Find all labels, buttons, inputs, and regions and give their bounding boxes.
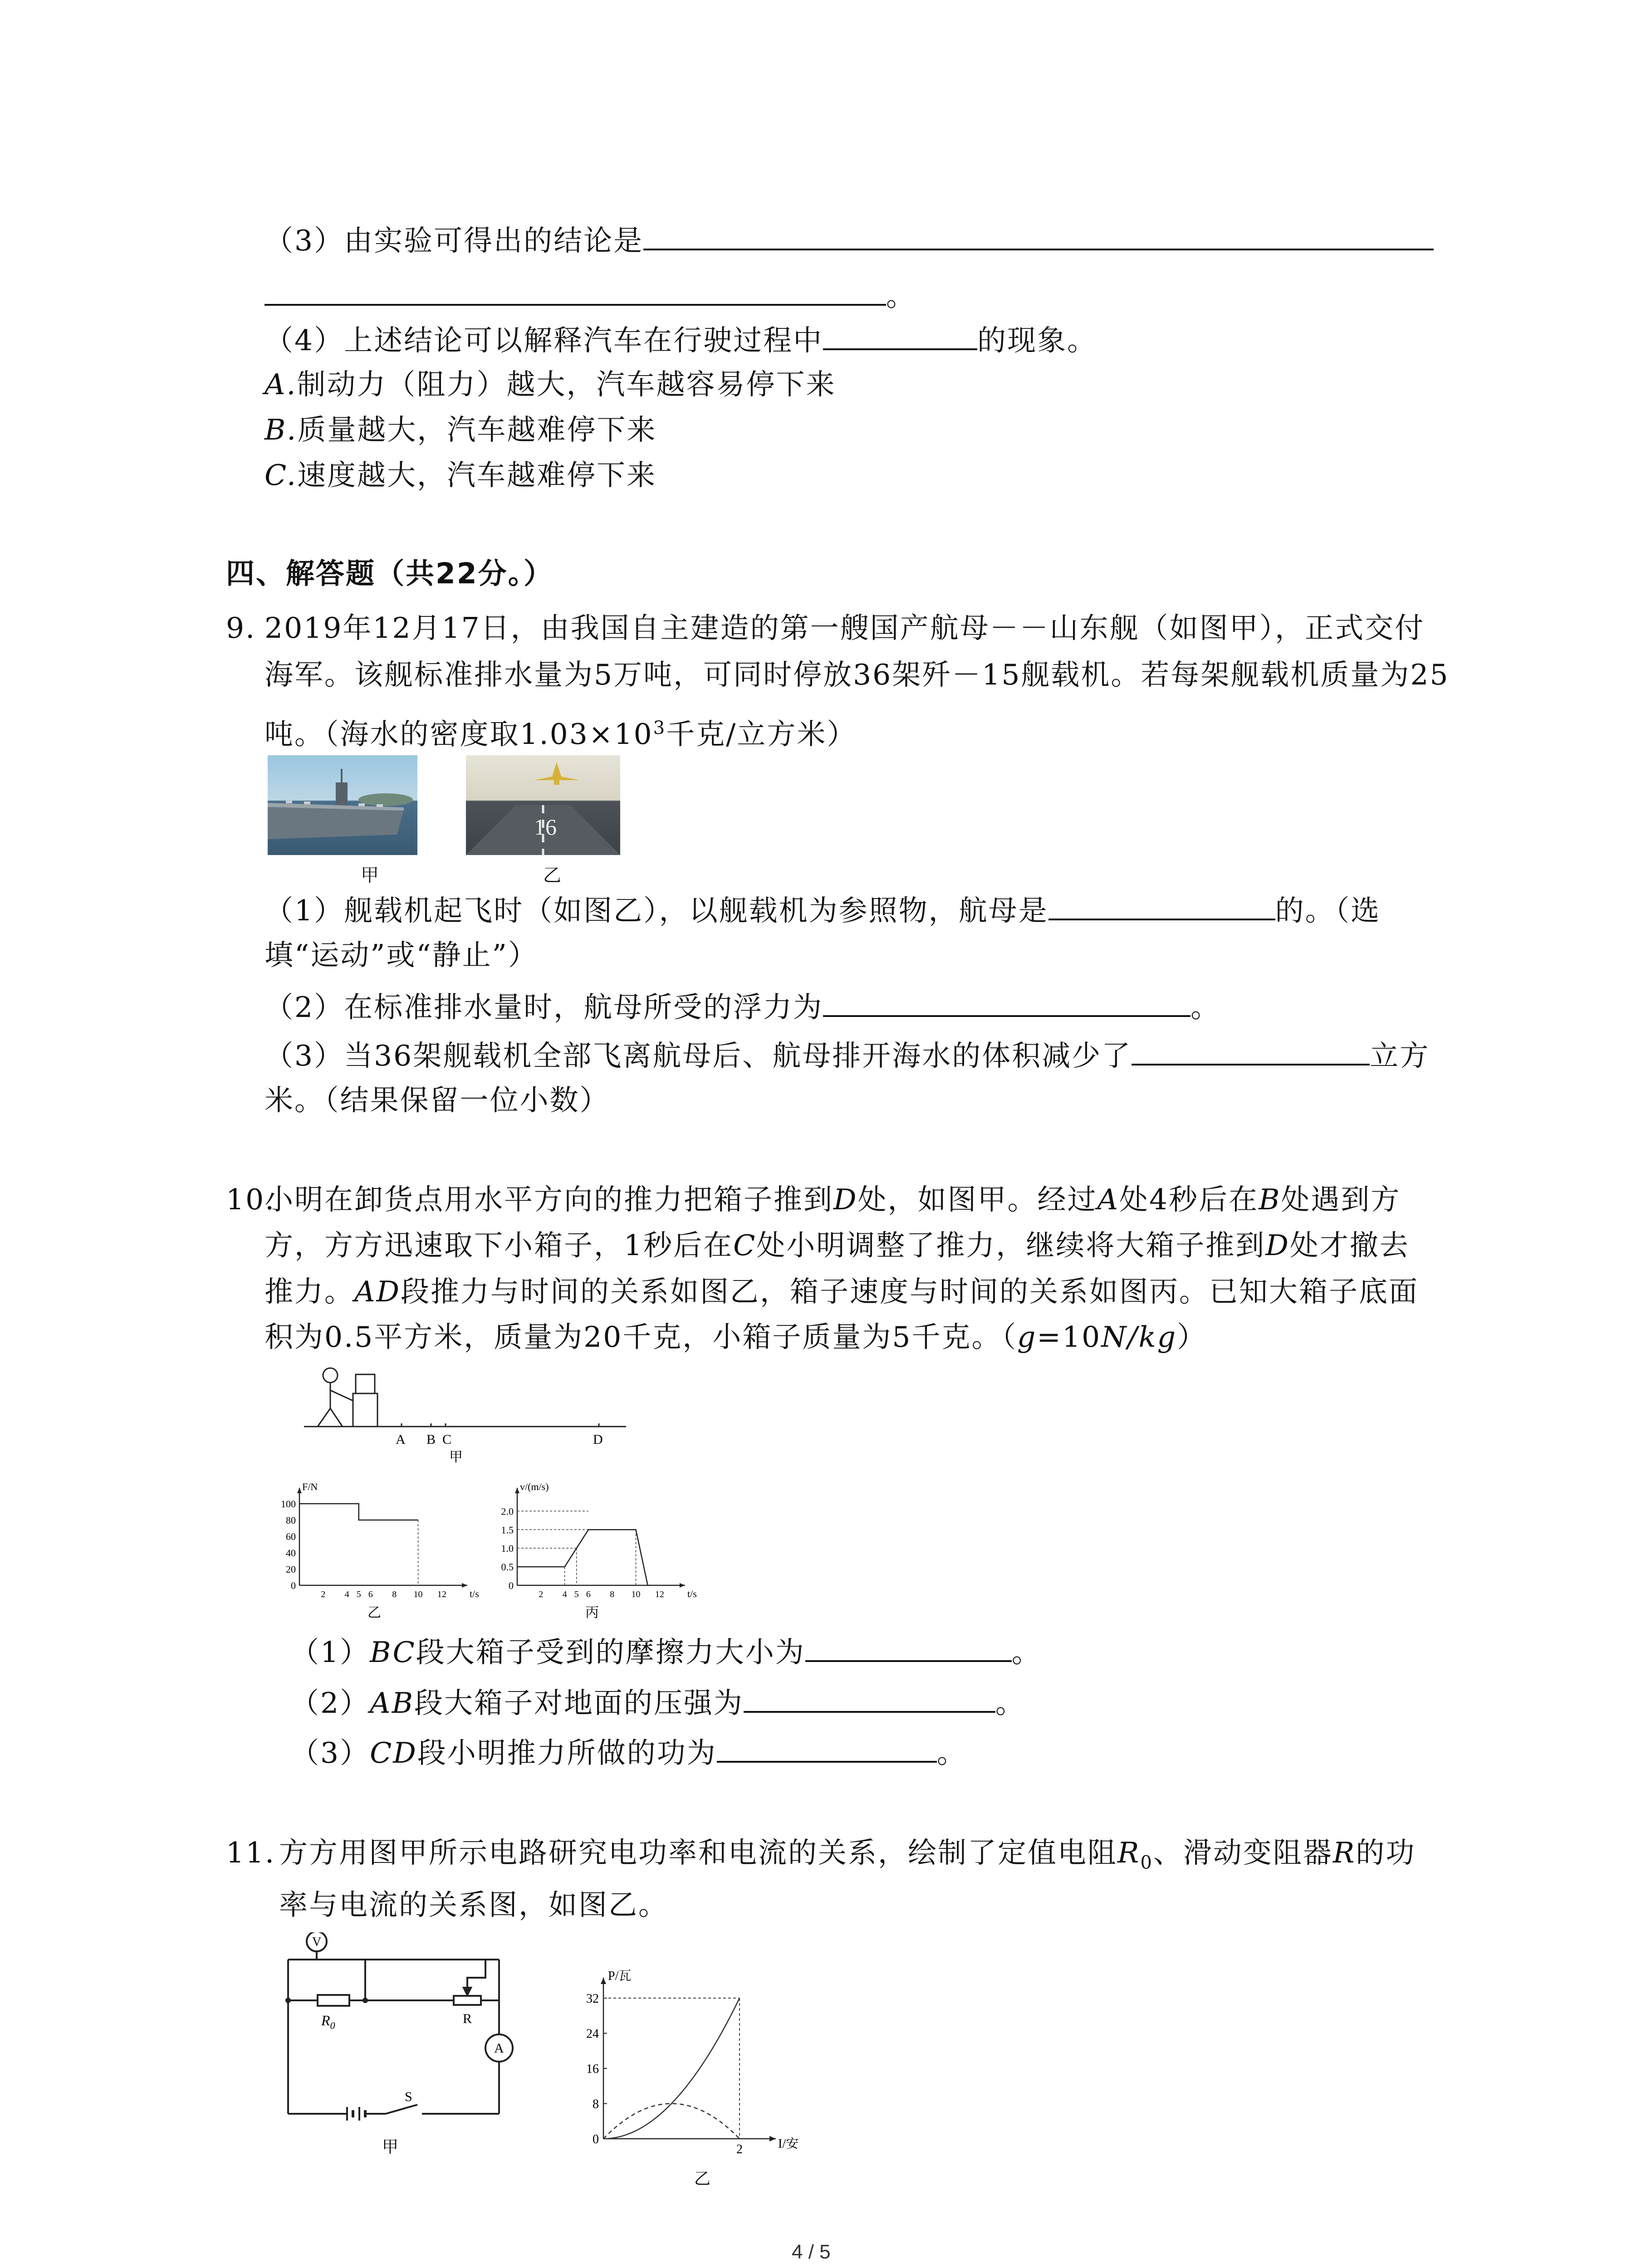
figure-caption: 丙: [585, 1605, 599, 1620]
y-axis-arrow: [515, 1488, 519, 1493]
y-tick-label: 2.0: [501, 1505, 514, 1517]
x-tick-label: 12: [437, 1589, 446, 1599]
resistor-r0-label: $R_0$: [321, 2012, 335, 2031]
x-tick-label: 5: [356, 1589, 361, 1599]
ammeter-icon: A: [494, 2041, 504, 2056]
y-tick-label: 60: [286, 1531, 296, 1542]
x-axis-label: t/s: [470, 1588, 479, 1599]
q9-part3: （3）当36架舰载机全部飞离航母后、航母排开海水的体积减少了 立方: [265, 1036, 1430, 1074]
y-tick-label: 20: [286, 1564, 296, 1575]
q9-line2: 海军。该舰标准排水量为5万吨，可同时停放36架歼－15舰载机。若每架舰载机质量为25: [265, 658, 1450, 691]
q10-part1: （1）BC段大箱子受到的摩擦力大小为 。: [290, 1633, 1042, 1671]
q10-part2: （2）AB段大箱子对地面的压强为 。: [290, 1684, 1025, 1721]
q10-line4: 积为0.5平方米，质量为20千克，小箱子质量为5千克。（g=10N/kg）: [265, 1320, 1207, 1354]
figure-caption: 乙: [694, 2170, 711, 2186]
q8-option-a[interactable]: A.制动力（阻力）越大，汽车越容易停下来: [265, 368, 836, 401]
y-tick-label: 8: [593, 2097, 599, 2112]
figure-caption: 乙: [367, 1605, 381, 1620]
y-tick-label: 0: [593, 2132, 599, 2146]
point-label-d: D: [593, 1432, 603, 1447]
answer-blank[interactable]: [1132, 1036, 1370, 1066]
y-tick-label: 16: [586, 2062, 599, 2076]
q11-line2: 率与电流的关系图，如图乙。: [279, 1888, 668, 1921]
series-line-r: [603, 2104, 740, 2139]
y-tick-label: 0.5: [501, 1561, 514, 1573]
x-tick-label: 8: [610, 1589, 615, 1599]
point-label-b: B: [426, 1432, 436, 1447]
y-axis-arrow: [601, 1978, 606, 1984]
x-tick-label: 10: [413, 1589, 423, 1599]
rheostat-label: R: [463, 2011, 472, 2026]
y-tick-label: 40: [286, 1547, 296, 1559]
answer-blank[interactable]: [823, 321, 977, 350]
y-axis-label: v/(m/s): [520, 1481, 549, 1492]
x-tick-label: 5: [574, 1589, 579, 1599]
point-label-a: A: [396, 1432, 406, 1447]
deck-number: 16: [534, 814, 557, 840]
q10-line2: 方，方方迅速取下小箱子，1秒后在C处小明调整了推力，继续将大箱子推到D处才撤去: [265, 1229, 1410, 1262]
series-line: [299, 1504, 418, 1520]
q9-line3: 吨。（海水的密度取$1.03\times 10^3$千克/立方米）: [265, 718, 857, 751]
x-axis-label: I/安: [778, 2137, 799, 2151]
y-tick-label: 0: [509, 1580, 514, 1591]
q9-part1-cont: 填“运动”或“静止”）: [265, 938, 538, 972]
y-tick-label: 100: [281, 1498, 296, 1510]
x-axis-arrow: [680, 1583, 685, 1588]
small-box: [356, 1374, 375, 1393]
x-tick-label: 2: [736, 2142, 743, 2156]
y-tick-label: 80: [286, 1515, 296, 1526]
x-tick-label: 6: [368, 1589, 373, 1599]
answer-blank[interactable]: [805, 1633, 1012, 1662]
x-tick-label: 12: [655, 1589, 664, 1599]
q10-part3: （3）CD段小明推力所做的功为 。: [290, 1734, 967, 1771]
x-tick-label: 8: [392, 1589, 397, 1599]
point-label-c: C: [442, 1432, 452, 1447]
y-axis-label: P/瓦: [608, 1969, 632, 1983]
answer-blank[interactable]: [744, 1684, 995, 1713]
series-line: [517, 1530, 648, 1585]
q10-line3: 推力。AD段推力与时间的关系如图乙，箱子速度与时间的关系如图丙。已知大箱子底面: [265, 1275, 1419, 1308]
carrier-photo: [268, 755, 417, 855]
answer-blank[interactable]: [717, 1734, 937, 1763]
figure-caption: 乙: [543, 865, 561, 886]
x-tick-label: 4: [562, 1589, 567, 1599]
series-line-r0: [603, 1998, 740, 2139]
q8-part4: （4）上述结论可以解释汽车在行驶过程中 的现象。: [265, 321, 1097, 359]
x-axis-arrow: [462, 1583, 467, 1588]
velocity-time-chart: [481, 1465, 717, 1628]
q8-part3-cont: 。: [265, 277, 916, 314]
person-icon: [318, 1368, 353, 1427]
x-axis-label: t/s: [687, 1588, 697, 1599]
push-scene-diagram: [299, 1365, 635, 1470]
y-tick-label: 1.5: [501, 1524, 514, 1536]
q9-part3-cont: 米。（结果保留一位小数）: [265, 1084, 610, 1117]
x-axis-arrow: [769, 2136, 776, 2141]
figure-caption: 甲: [449, 1450, 463, 1465]
circuit-diagram: [272, 1932, 526, 2177]
y-tick-label: 32: [586, 1992, 599, 2006]
q9-line1: 2019年12月17日，由我国自主建造的第一艘国产航母－－山东舰（如图甲），正式交付: [265, 611, 1425, 645]
force-time-chart: [254, 1465, 499, 1628]
big-box: [353, 1393, 377, 1427]
x-tick-label: 2: [539, 1589, 544, 1599]
figure-caption: 甲: [382, 2138, 399, 2156]
y-axis-arrow: [297, 1488, 302, 1493]
q9-part1: （1）舰载机起飞时（如图乙），以舰载机为参照物，航母是 的。（选: [265, 891, 1381, 929]
q9-number: 9.: [226, 611, 256, 645]
x-tick-label: 10: [631, 1589, 641, 1599]
q9-part2: （2）在标准排水量时，航母所受的浮力为 。: [265, 988, 1220, 1026]
y-tick-label: 1.0: [501, 1543, 514, 1554]
x-tick-label: 4: [344, 1589, 349, 1599]
q8-part3: （3）由实验可得出的结论是: [265, 221, 1434, 259]
q8-option-c[interactable]: C.速度越大，汽车越难停下来: [265, 459, 656, 492]
q10-number: 10.: [226, 1183, 276, 1216]
answer-blank[interactable]: [823, 988, 1190, 1017]
section-heading: 四、解答题（共22分。）: [226, 557, 554, 590]
x-tick-label: 6: [586, 1589, 591, 1599]
q11-line1: 方方用图甲所示电路研究电功率和电流的关系，绘制了定值电阻$R_0$、滑动变阻器R的功: [279, 1836, 1416, 1873]
x-tick-label: 2: [321, 1589, 326, 1599]
voltmeter-icon: V: [312, 1935, 322, 1949]
y-tick-label: 24: [586, 2027, 599, 2041]
answer-blank[interactable]: [265, 277, 886, 306]
figure-caption: 甲: [361, 865, 379, 886]
answer-blank[interactable]: [643, 221, 1434, 250]
q11-number: 11.: [226, 1836, 276, 1869]
answer-blank[interactable]: [1048, 891, 1275, 920]
jet-photo: [466, 755, 620, 855]
y-axis-label: F/N: [302, 1481, 318, 1492]
y-tick-label: 0: [291, 1580, 296, 1591]
page-number: 4 / 5: [792, 2241, 831, 2263]
power-current-chart: [567, 1932, 862, 2186]
switch-label: S: [405, 2089, 412, 2104]
q8-option-b[interactable]: B.质量越大，汽车越难停下来: [265, 413, 657, 446]
q10-line1: 小明在卸货点用水平方向的推力把箱子推到D处，如图甲。经过A处4秒后在B处遇到方: [265, 1183, 1401, 1216]
